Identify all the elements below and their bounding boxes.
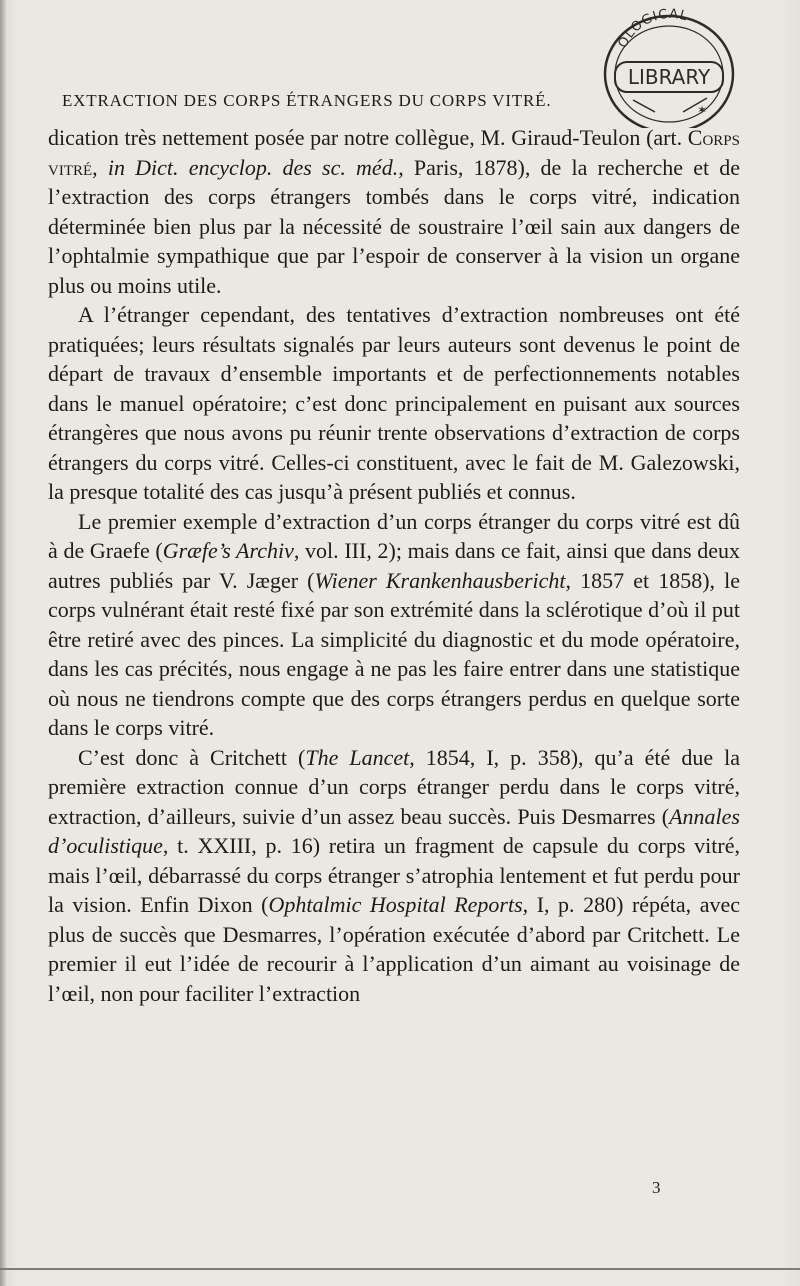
text-run: C’est donc à Critchett ( [78,744,306,770]
text-run: dication très nettement posée par notre collègue, M. Giraud-Teulon (art. [48,125,688,150]
text-run: , 1854, I, p. 358), qu’a été due la première extraction connue d’un corps étranger perdu dans le corps vitré, extraction, d’ailleurs, suivie d’un assez beau succès. Puis Desmarres ( [48,744,740,829]
stamp-label: LIBRARY [627,65,711,89]
paragraph [48,743,740,1009]
italic-citation: in Dict. encyclop. des sc. méd. [107,154,399,180]
text-run: , [92,154,108,180]
italic-citation: Annales d’oculistique [48,803,740,858]
stamp-star-icon: ✶ [697,103,708,117]
body-text [48,123,740,1008]
stamp-top-text: OLOGICAL [615,6,690,51]
page-binding-shadow [0,0,6,1286]
paragraph [48,123,740,300]
italic-citation: The Lancet [305,744,410,770]
text-run: , t. XXIII, p. 16) retira un fragment de capsule du corps vitré, mais l’œil, débarrassé du corps étranger s’atrophia lentement et fut perdu pour la vision. Enfin Dixon ( [48,833,740,917]
italic-citation: Græfe’s Archiv [162,538,294,563]
text-run: , vol. III, 2); mais dans ce fait, ainsi que dans deux autres publiés par V. Jæger ( [48,538,740,593]
library-stamp [585,0,735,128]
page-number: 3 [652,1178,661,1197]
running-header: EXTRACTION DES CORPS ÉTRANGERS DU CORPS VITRÉ. [62,91,552,110]
small-caps-term: Corps vitré [48,125,740,180]
text-run: A l’étranger cependant, des tentatives d’extraction nombreuses ont été pratiquées; leurs résultats signalés par leurs auteurs sont devenus le point de départ de travaux d’ensemble importants et de perfectionnements notables dans le manuel opératoire; c’est donc principalement en puisant aux sources étrangères que nous avons pu réunir trente observations d’extraction de corps étrangers du corps vitré. Celles-ci constituent, avec le fait de M. Galezowski, la presque totalité des cas jusqu’à présent publiés et connus. [48,302,740,504]
paragraph [48,300,740,507]
text-run: , 1857 et 1858), le corps vulnérant était resté fixé par son extrémité dans la sclérotique d’où il put être retiré avec des pinces. La simplicité du diagnostic et du mode opératoire, dans les cas précités, nous engage à ne pas les faire entrer dans une statistique où nous ne tiendrons compte que des corps étrangers perdus en quelque sorte dans le corps vitré. [48,567,740,740]
italic-citation: Wiener Krankenhausbericht [314,567,566,593]
text-run: , Paris, 1878), de la recherche et de l’extraction des corps étrangers tombés dans le corps vitré, indication déterminée bien plus par la nécessité de soustraire l’œil sain aux dangers de l’ophtalmie sympathique que par l’espoir de conserver à la vision un organe plus ou moins utile. [48,154,741,298]
paragraph [48,507,740,743]
text-run: Le premier exemple d’extraction d’un corps étranger du corps vitré est dû à de Graefe ( [48,508,740,563]
italic-citation: Ophtalmic Hospital Reports [268,892,523,917]
text-run: , I, p. 280) répéta, avec plus de succès que Desmarres, l’opération exécutée d’abord par Critchett. Le premier il eut l’idée de recourir à l’application d’un aimant au voisinage de l’œil, non pour faciliter l’extraction [48,892,740,1006]
bottom-divider [0,1268,800,1270]
